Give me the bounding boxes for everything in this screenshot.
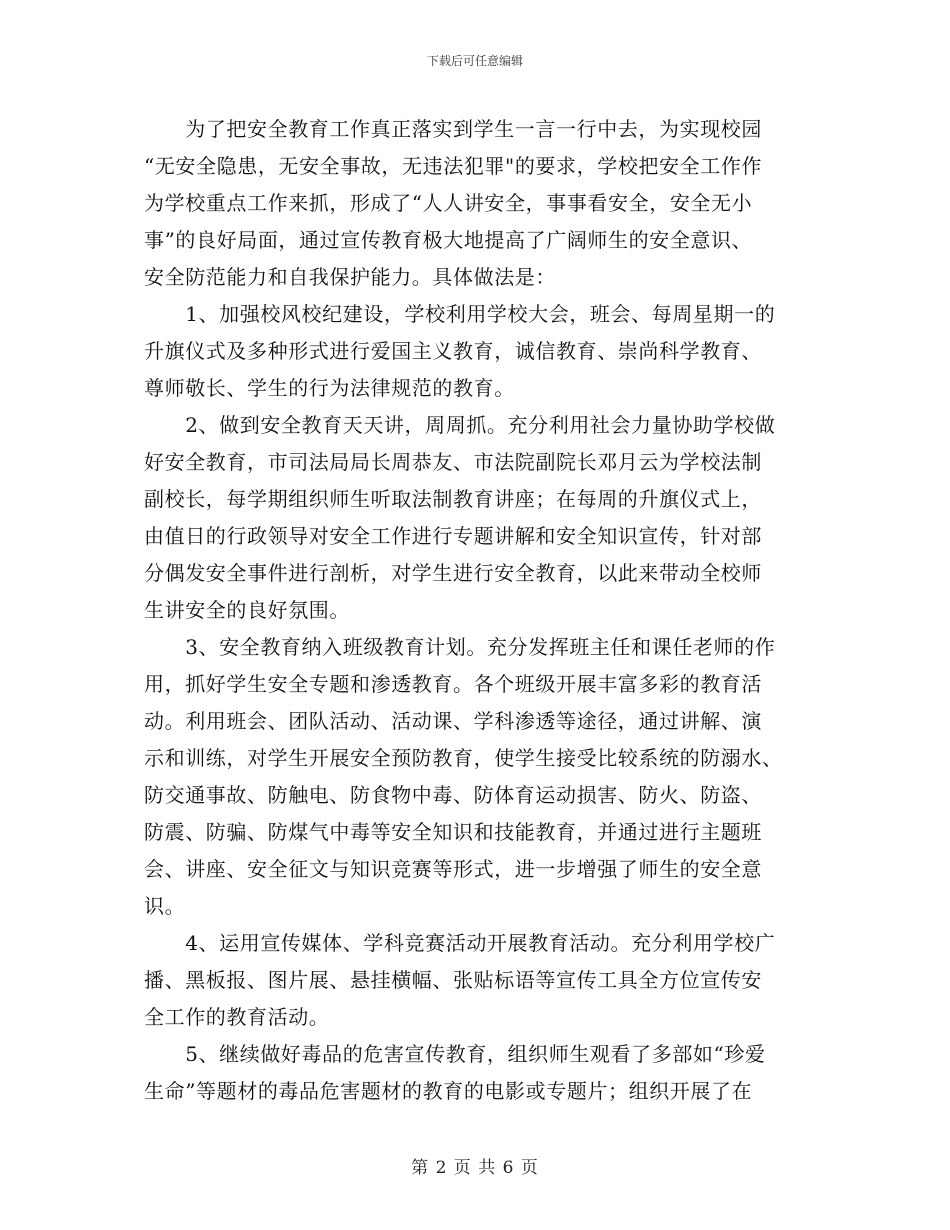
text-line: 尊师敬长、学生的行为法律规范的教育。 bbox=[144, 376, 515, 400]
text-line: 动。利用班会、团队活动、活动课、学科渗透等途径，通过讲解、演 bbox=[144, 709, 762, 733]
text-line: 好安全教育，市司法局局长周恭友、市法院副院长邓月云为学校法制 bbox=[144, 450, 762, 474]
document-body bbox=[144, 111, 808, 1110]
text-line: 防交通事故、防触电、防食物中毒、防体育运动损害、防火、防盗、 bbox=[144, 783, 762, 807]
text-line: 2、做到安全教育天天讲，周周抓。充分利用社会力量协助学校做 bbox=[144, 413, 776, 437]
text-line: 会、讲座、安全征文与知识竞赛等形式，进一步增强了师生的安全意 bbox=[144, 857, 762, 881]
text-line: 3、安全教育纳入班级教育计划。充分发挥班主任和课任老师的作 bbox=[144, 635, 776, 659]
text-line: 用，抓好学生安全专题和渗透教育。各个班级开展丰富多彩的教育活 bbox=[144, 672, 762, 696]
text-line: 播、黑板报、图片展、悬挂横幅、张贴标语等宣传工具全方位宣传安 bbox=[144, 968, 762, 992]
text-line: 识。 bbox=[144, 894, 186, 918]
paragraph bbox=[144, 407, 808, 629]
text-line: 为了把安全教育工作真正落实到学生一言一行中去，为实现校园 bbox=[144, 117, 762, 141]
paragraph bbox=[144, 629, 808, 925]
text-line: 示和训练，对学生开展安全预防教育，使学生接受比较系统的防溺水、 bbox=[144, 746, 783, 770]
page-header: 下载后可任意编辑 bbox=[426, 54, 523, 68]
text-line: 防震、防骗、防煤气中毒等安全知识和技能教育，并通过进行主题班 bbox=[144, 820, 762, 844]
text-line: 副校长，每学期组织师生听取法制教育讲座；在每周的升旗仪式上， bbox=[144, 487, 762, 511]
text-line: 全工作的教育活动。 bbox=[144, 1005, 330, 1029]
text-line: 4、运用宣传媒体、学科竞赛活动开展教育活动。充分利用学校广 bbox=[144, 931, 776, 955]
text-line: 分偶发安全事件进行剖析，对学生进行安全教育，以此来带动全校师 bbox=[144, 561, 762, 585]
paragraph bbox=[144, 1036, 808, 1110]
text-line: 生讲安全的良好氛围。 bbox=[144, 598, 350, 622]
paragraph bbox=[144, 111, 808, 296]
text-line: 升旗仪式及多种形式进行爱国主义教育，诚信教育、崇尚科学教育、 bbox=[144, 339, 762, 363]
text-line: 生命”等题材的毒品危害题材的教育的电影或专题片；组织开展了在 bbox=[144, 1079, 753, 1103]
text-line: 安全防范能力和自我保护能力。具体做法是： bbox=[144, 265, 556, 289]
paragraph bbox=[144, 296, 808, 407]
text-line: 1、加强校风校纪建设，学校利用学校大会，班会、每周星期一的 bbox=[144, 302, 776, 326]
paragraph bbox=[144, 925, 808, 1036]
text-line: 事”的良好局面，通过宣传教育极大地提高了广阔师生的安全意识、 bbox=[144, 228, 753, 252]
page-footer: 第 2 页 共 6 页 bbox=[411, 1158, 539, 1178]
text-line: “无安全隐患，无安全事故，无违法犯罪"的要求，学校把安全工作作 bbox=[144, 154, 763, 178]
text-line: 为学校重点工作来抓，形成了“人人讲安全，事事看安全，安全无小 bbox=[144, 191, 753, 215]
text-line: 由值日的行政领导对安全工作进行专题讲解和安全知识宣传，针对部 bbox=[144, 524, 762, 548]
text-line: 5、继续做好毒品的危害宣传教育，组织师生观看了多部如“珍爱 bbox=[144, 1042, 766, 1066]
